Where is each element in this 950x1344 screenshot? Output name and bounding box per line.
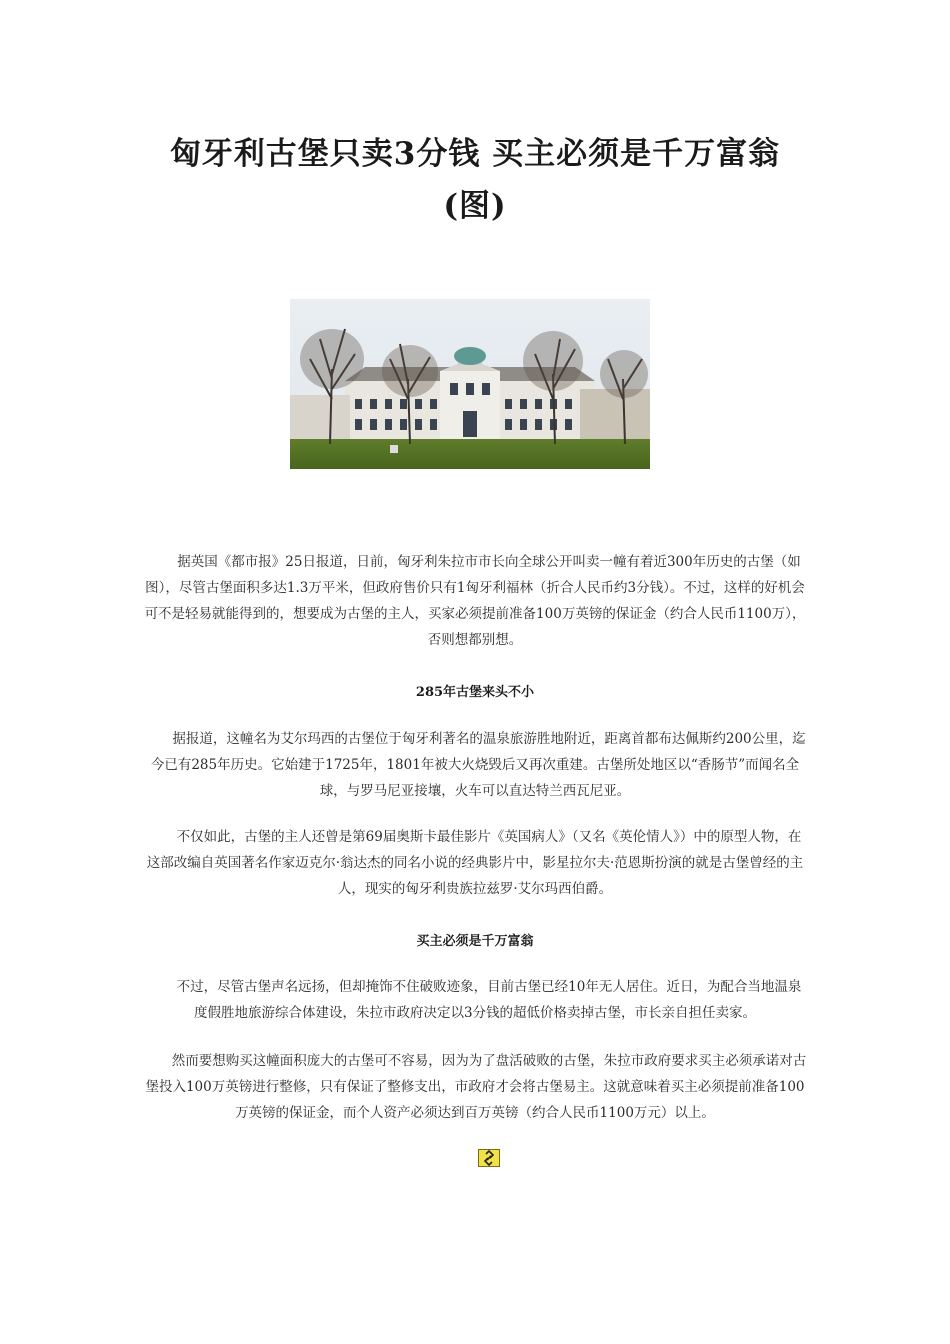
paragraph-4-text: 不过，尽管古堡声名远扬，但却掩饰不住破败迹象，目前古堡已经10年无人居住。近日，为配合当地温泉度假胜地旅游综合体建设，朱拉市政府决定以3分钱的超低价格卖掉古堡，市长亲自担任卖家。 (176, 979, 802, 1021)
castle-photo (290, 299, 650, 469)
paragraph-5-text: 然而要想购买这幢面积庞大的古堡可不容易，因为为了盘活破败的古堡，朱拉市政府要求买主必须承诺对古堡投入100万英镑进行整修，只有保证了整修支出，市政府才会将古堡易主。这就意味着买主必须提前准备100万英镑的保证金，而个人资产必须达到百万英镑（约合人民币1100万元）以上。 (145, 1053, 807, 1121)
article-title (110, 128, 840, 232)
paragraph-4 (143, 974, 807, 1026)
paragraph-1 (143, 549, 807, 653)
title-line-1: 匈牙利古堡只卖3分钱 买主必须是千万富翁 (169, 136, 781, 172)
paragraph-3 (143, 824, 807, 902)
subheading-2: 买主必须是千万富翁 (416, 934, 534, 949)
link-icon[interactable] (478, 1149, 500, 1167)
paragraph-2-text: 据报道，这幢名为艾尔玛西的古堡位于匈牙利著名的温泉旅游胜地附近，距离首都布达佩斯约200公里，迄今已有285年历史。它始建于1725年，1801年被大火烧毁后又再次重建。古堡所处地区以“香肠节”而闻名全球，与罗马尼亚接壤，火车可以直达特兰西瓦尼亚。 (150, 731, 806, 799)
paragraph-1-text: 据英国《都市报》25日报道，日前，匈牙利朱拉市市长向全球公开叫卖一幢有着近300年历史的古堡（如图），尽管古堡面积多达1.3万平米，但政府售价只有1匈牙利福林（折合人民币约3分钱）。不过，这样的好机会可不是轻易就能得到的，想要成为古堡的主人，买家必须提前准备100万英镑的保证金（约合人民币1100万），否则想都别想。 (144, 554, 806, 648)
title-line-2: (图) (443, 188, 507, 224)
subheading-1: 285年古堡来头不小 (415, 685, 535, 700)
paragraph-5 (143, 1048, 807, 1126)
paragraph-3-text: 不仅如此，古堡的主人还曾是第69届奥斯卡最佳影片《英国病人》（又名《英伦情人》）中的原型人物，在这部改编自英国著名作家迈克尔·翁达杰的同名小说的经典影片中，影星拉尔夫·范恩斯扮演的就是古堡曾经的主人，现实的匈牙利贵族拉兹罗·艾尔玛西伯爵。 (146, 829, 804, 897)
paragraph-2 (143, 726, 807, 804)
